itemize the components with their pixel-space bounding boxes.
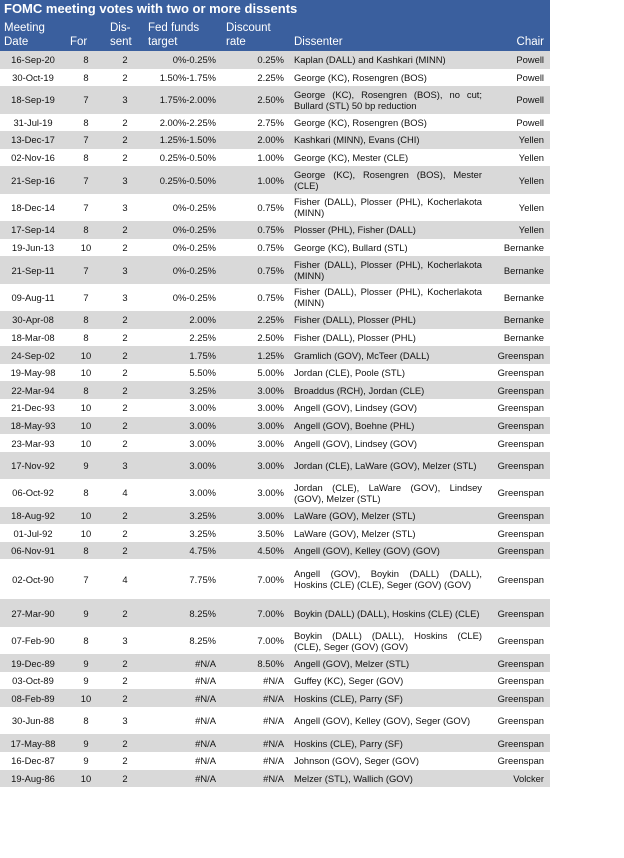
table-row xyxy=(0,114,550,132)
chair-cell: Powell xyxy=(486,86,550,113)
fed-funds-target-cell: 3.00% xyxy=(144,479,222,506)
dissent-count-cell: 3 xyxy=(106,707,144,734)
dissenter-cell: Angell (GOV), Kelley (GOV) (GOV) xyxy=(290,542,486,560)
dissent-count-cell: 2 xyxy=(106,329,144,347)
chair-cell: Greenspan xyxy=(486,381,550,399)
for-count-cell: 10 xyxy=(66,417,106,435)
table-row xyxy=(0,166,550,193)
meeting-date-cell: 06-Oct-92 xyxy=(0,479,66,506)
fed-funds-target-cell: 5.50% xyxy=(144,364,222,382)
for-count-cell: 7 xyxy=(66,256,106,283)
meeting-date-cell: 16-Dec-87 xyxy=(0,752,66,770)
discount-rate-cell: 2.00% xyxy=(222,131,290,149)
chair-cell: Greenspan xyxy=(486,707,550,734)
meeting-date-cell: 21-Dec-93 xyxy=(0,399,66,417)
meeting-date-cell: 19-Aug-86 xyxy=(0,770,66,788)
dissenter-cell: LaWare (GOV), Melzer (STL) xyxy=(290,524,486,542)
discount-rate-cell: 3.00% xyxy=(222,434,290,452)
chair-cell: Greenspan xyxy=(486,542,550,560)
discount-rate-cell: #N/A xyxy=(222,707,290,734)
chair-cell: Greenspan xyxy=(486,654,550,672)
fed-funds-target-cell: 3.25% xyxy=(144,381,222,399)
for-count-cell: 8 xyxy=(66,114,106,132)
chair-cell: Greenspan xyxy=(486,689,550,707)
fed-funds-target-cell: 2.00% xyxy=(144,311,222,329)
for-count-cell: 10 xyxy=(66,434,106,452)
table-row xyxy=(0,284,550,311)
table-row xyxy=(0,346,550,364)
fed-funds-target-cell: 1.75%-2.00% xyxy=(144,86,222,113)
discount-rate-cell: 3.00% xyxy=(222,399,290,417)
discount-rate-cell: 7.00% xyxy=(222,559,290,599)
for-count-cell: 9 xyxy=(66,672,106,690)
meeting-date-cell: 19-Jun-13 xyxy=(0,239,66,257)
dissent-count-cell: 2 xyxy=(106,417,144,435)
for-count-cell: 10 xyxy=(66,770,106,788)
meeting-date-cell: 07-Feb-90 xyxy=(0,627,66,654)
for-count-cell: 8 xyxy=(66,381,106,399)
table-row xyxy=(0,654,550,672)
header-for: For xyxy=(66,17,106,51)
dissent-count-cell: 2 xyxy=(106,542,144,560)
dissent-count-cell: 3 xyxy=(106,86,144,113)
discount-rate-cell: 0.75% xyxy=(222,239,290,257)
table-row xyxy=(0,752,550,770)
table-row xyxy=(0,131,550,149)
meeting-date-cell: 27-Mar-90 xyxy=(0,599,66,626)
fed-funds-target-cell: 3.25% xyxy=(144,524,222,542)
chair-cell: Powell xyxy=(486,51,550,69)
meeting-date-cell: 19-May-98 xyxy=(0,364,66,382)
fed-funds-target-cell: 8.25% xyxy=(144,627,222,654)
discount-rate-cell: 5.00% xyxy=(222,364,290,382)
discount-rate-cell: 2.75% xyxy=(222,114,290,132)
dissenter-cell: Plosser (PHL), Fisher (DALL) xyxy=(290,221,486,239)
meeting-date-cell: 06-Nov-91 xyxy=(0,542,66,560)
table-row xyxy=(0,329,550,347)
table-row xyxy=(0,417,550,435)
discount-rate-cell: 0.75% xyxy=(222,284,290,311)
meeting-date-cell: 18-Aug-92 xyxy=(0,507,66,525)
dissenter-cell: Angell (GOV), Boehne (PHL) xyxy=(290,417,486,435)
for-count-cell: 10 xyxy=(66,364,106,382)
fed-funds-target-cell: 0.25%-0.50% xyxy=(144,149,222,167)
meeting-date-cell: 21-Sep-11 xyxy=(0,256,66,283)
chair-cell: Greenspan xyxy=(486,479,550,506)
meeting-date-cell: 23-Mar-93 xyxy=(0,434,66,452)
for-count-cell: 8 xyxy=(66,479,106,506)
dissenter-cell: Kashkari (MINN), Evans (CHI) xyxy=(290,131,486,149)
discount-rate-cell: 1.25% xyxy=(222,346,290,364)
dissenter-cell: George (KC), Mester (CLE) xyxy=(290,149,486,167)
dissent-count-cell: 2 xyxy=(106,399,144,417)
dissenter-cell: Jordan (CLE), Poole (STL) xyxy=(290,364,486,382)
meeting-date-cell: 13-Dec-17 xyxy=(0,131,66,149)
table-row xyxy=(0,86,550,113)
fed-funds-target-cell: 0%-0.25% xyxy=(144,194,222,221)
dissent-count-cell: 2 xyxy=(106,524,144,542)
fed-funds-target-cell: 0%-0.25% xyxy=(144,51,222,69)
discount-rate-cell: #N/A xyxy=(222,734,290,752)
dissenter-cell: Fisher (DALL), Plosser (PHL), Kocherlakota (MINN) xyxy=(290,284,486,311)
fed-funds-target-cell: 0%-0.25% xyxy=(144,256,222,283)
for-count-cell: 8 xyxy=(66,149,106,167)
header-meeting-date: Meeting Date xyxy=(0,17,66,51)
table-row xyxy=(0,770,550,788)
dissent-count-cell: 2 xyxy=(106,131,144,149)
dissenter-cell: Johnson (GOV), Seger (GOV) xyxy=(290,752,486,770)
fed-funds-target-cell: 7.75% xyxy=(144,559,222,599)
discount-rate-cell: 2.50% xyxy=(222,86,290,113)
dissent-count-cell: 2 xyxy=(106,69,144,87)
meeting-date-cell: 17-May-88 xyxy=(0,734,66,752)
dissenter-cell: George (KC), Rosengren (BOS) xyxy=(290,69,486,87)
chair-cell: Yellen xyxy=(486,221,550,239)
chair-cell: Greenspan xyxy=(486,559,550,599)
fed-funds-target-cell: 2.25% xyxy=(144,329,222,347)
table-row xyxy=(0,149,550,167)
discount-rate-cell: 1.00% xyxy=(222,149,290,167)
chair-cell: Yellen xyxy=(486,131,550,149)
meeting-date-cell: 16-Sep-20 xyxy=(0,51,66,69)
table-row xyxy=(0,239,550,257)
header-dissenter: Dissenter xyxy=(290,17,486,51)
chair-cell: Bernanke xyxy=(486,239,550,257)
dissenter-cell: Hoskins (CLE), Parry (SF) xyxy=(290,734,486,752)
chair-cell: Powell xyxy=(486,69,550,87)
table-row xyxy=(0,734,550,752)
dissent-count-cell: 2 xyxy=(106,346,144,364)
header-fed-funds-target: Fed funds target xyxy=(144,17,222,51)
dissenter-cell: Broaddus (RCH), Jordan (CLE) xyxy=(290,381,486,399)
fed-funds-target-cell: 0.25%-0.50% xyxy=(144,166,222,193)
dissent-count-cell: 3 xyxy=(106,194,144,221)
meeting-date-cell: 17-Nov-92 xyxy=(0,452,66,479)
chair-cell: Greenspan xyxy=(486,752,550,770)
discount-rate-cell: 8.50% xyxy=(222,654,290,672)
fed-funds-target-cell: 3.25% xyxy=(144,507,222,525)
table-row xyxy=(0,381,550,399)
discount-rate-cell: 4.50% xyxy=(222,542,290,560)
table-row xyxy=(0,542,550,560)
fed-funds-target-cell: #N/A xyxy=(144,689,222,707)
fed-funds-target-cell: 3.00% xyxy=(144,417,222,435)
discount-rate-cell: #N/A xyxy=(222,752,290,770)
discount-rate-cell: 2.25% xyxy=(222,311,290,329)
chair-cell: Powell xyxy=(486,114,550,132)
for-count-cell: 8 xyxy=(66,221,106,239)
fed-funds-target-cell: 2.00%-2.25% xyxy=(144,114,222,132)
chair-cell: Yellen xyxy=(486,166,550,193)
dissenter-cell: Angell (GOV), Boykin (DALL) (DALL), Hoskins (CLE) (CLE), Seger (GOV) (GOV) xyxy=(290,559,486,599)
dissent-count-cell: 3 xyxy=(106,166,144,193)
dissenter-cell: Angell (GOV), Lindsey (GOV) xyxy=(290,399,486,417)
discount-rate-cell: #N/A xyxy=(222,672,290,690)
dissent-table xyxy=(0,17,550,787)
for-count-cell: 8 xyxy=(66,311,106,329)
for-count-cell: 10 xyxy=(66,346,106,364)
meeting-date-cell: 03-Oct-89 xyxy=(0,672,66,690)
discount-rate-cell: 3.00% xyxy=(222,479,290,506)
dissenter-cell: Boykin (DALL) (DALL), Hoskins (CLE) (CLE), Seger (GOV) (GOV) xyxy=(290,627,486,654)
for-count-cell: 8 xyxy=(66,542,106,560)
for-count-cell: 7 xyxy=(66,194,106,221)
meeting-date-cell: 19-Dec-89 xyxy=(0,654,66,672)
dissent-count-cell: 2 xyxy=(106,114,144,132)
dissent-count-cell: 2 xyxy=(106,364,144,382)
table-row xyxy=(0,599,550,626)
table-row xyxy=(0,194,550,221)
dissenter-cell: Kaplan (DALL) and Kashkari (MINN) xyxy=(290,51,486,69)
for-count-cell: 10 xyxy=(66,239,106,257)
dissent-count-cell: 2 xyxy=(106,599,144,626)
for-count-cell: 7 xyxy=(66,559,106,599)
for-count-cell: 9 xyxy=(66,654,106,672)
chair-cell: Greenspan xyxy=(486,346,550,364)
table-row xyxy=(0,452,550,479)
fed-funds-target-cell: 0%-0.25% xyxy=(144,221,222,239)
dissent-count-cell: 2 xyxy=(106,434,144,452)
dissent-count-cell: 2 xyxy=(106,752,144,770)
dissenter-cell: Hoskins (CLE), Parry (SF) xyxy=(290,689,486,707)
chair-cell: Bernanke xyxy=(486,329,550,347)
dissenter-cell: George (KC), Rosengren (BOS), no cut; Bullard (STL) 50 bp reduction xyxy=(290,86,486,113)
table-body xyxy=(0,51,550,787)
chair-cell: Greenspan xyxy=(486,452,550,479)
dissenter-cell: Boykin (DALL) (DALL), Hoskins (CLE) (CLE) xyxy=(290,599,486,626)
dissenter-cell: Fisher (DALL), Plosser (PHL), Kocherlakota (MINN) xyxy=(290,256,486,283)
chair-cell: Yellen xyxy=(486,194,550,221)
table-row xyxy=(0,311,550,329)
fed-funds-target-cell: #N/A xyxy=(144,752,222,770)
dissent-count-cell: 3 xyxy=(106,627,144,654)
chair-cell: Greenspan xyxy=(486,734,550,752)
for-count-cell: 9 xyxy=(66,734,106,752)
discount-rate-cell: 7.00% xyxy=(222,627,290,654)
for-count-cell: 8 xyxy=(66,69,106,87)
dissent-count-cell: 2 xyxy=(106,381,144,399)
discount-rate-cell: 3.50% xyxy=(222,524,290,542)
dissent-count-cell: 2 xyxy=(106,221,144,239)
header-dissent: Dis- sent xyxy=(106,17,144,51)
dissent-count-cell: 2 xyxy=(106,689,144,707)
table-row xyxy=(0,364,550,382)
table-header xyxy=(0,17,550,51)
dissent-count-cell: 3 xyxy=(106,452,144,479)
dissenter-cell: Angell (GOV), Melzer (STL) xyxy=(290,654,486,672)
fed-funds-target-cell: 1.75% xyxy=(144,346,222,364)
for-count-cell: 9 xyxy=(66,452,106,479)
meeting-date-cell: 02-Nov-16 xyxy=(0,149,66,167)
meeting-date-cell: 09-Aug-11 xyxy=(0,284,66,311)
meeting-date-cell: 22-Mar-94 xyxy=(0,381,66,399)
dissenter-cell: Melzer (STL), Wallich (GOV) xyxy=(290,770,486,788)
dissenter-cell: George (KC), Rosengren (BOS), Mester (CLE) xyxy=(290,166,486,193)
meeting-date-cell: 18-May-93 xyxy=(0,417,66,435)
dissent-count-cell: 2 xyxy=(106,507,144,525)
discount-rate-cell: 3.00% xyxy=(222,381,290,399)
discount-rate-cell: #N/A xyxy=(222,770,290,788)
discount-rate-cell: 3.00% xyxy=(222,417,290,435)
header-chair: Chair xyxy=(486,17,550,51)
for-count-cell: 10 xyxy=(66,689,106,707)
meeting-date-cell: 08-Feb-89 xyxy=(0,689,66,707)
table-row xyxy=(0,221,550,239)
dissent-count-cell: 4 xyxy=(106,479,144,506)
dissenter-cell: Jordan (CLE), LaWare (GOV), Melzer (STL) xyxy=(290,452,486,479)
dissenter-cell: Fisher (DALL), Plosser (PHL), Kocherlakota (MINN) xyxy=(290,194,486,221)
table-row xyxy=(0,69,550,87)
chair-cell: Greenspan xyxy=(486,434,550,452)
meeting-date-cell: 18-Dec-14 xyxy=(0,194,66,221)
chair-cell: Yellen xyxy=(486,149,550,167)
meeting-date-cell: 01-Jul-92 xyxy=(0,524,66,542)
dissent-count-cell: 3 xyxy=(106,256,144,283)
table-row xyxy=(0,559,550,599)
for-count-cell: 10 xyxy=(66,507,106,525)
meeting-date-cell: 21-Sep-16 xyxy=(0,166,66,193)
meeting-date-cell: 18-Mar-08 xyxy=(0,329,66,347)
fed-funds-target-cell: 1.25%-1.50% xyxy=(144,131,222,149)
fed-funds-target-cell: 1.50%-1.75% xyxy=(144,69,222,87)
dissenter-cell: Fisher (DALL), Plosser (PHL) xyxy=(290,329,486,347)
meeting-date-cell: 18-Sep-19 xyxy=(0,86,66,113)
discount-rate-cell: 0.75% xyxy=(222,194,290,221)
dissent-count-cell: 3 xyxy=(106,284,144,311)
chair-cell: Greenspan xyxy=(486,627,550,654)
meeting-date-cell: 02-Oct-90 xyxy=(0,559,66,599)
table-row xyxy=(0,399,550,417)
discount-rate-cell: 0.25% xyxy=(222,51,290,69)
for-count-cell: 10 xyxy=(66,399,106,417)
fed-funds-target-cell: 3.00% xyxy=(144,399,222,417)
dissenter-cell: LaWare (GOV), Melzer (STL) xyxy=(290,507,486,525)
dissent-count-cell: 2 xyxy=(106,149,144,167)
table-row xyxy=(0,689,550,707)
chair-cell: Greenspan xyxy=(486,507,550,525)
table-row xyxy=(0,256,550,283)
for-count-cell: 8 xyxy=(66,627,106,654)
chair-cell: Volcker xyxy=(486,770,550,788)
table-row xyxy=(0,707,550,734)
discount-rate-cell: #N/A xyxy=(222,689,290,707)
dissent-count-cell: 4 xyxy=(106,559,144,599)
dissenter-cell: Jordan (CLE), LaWare (GOV), Lindsey (GOV), Melzer (STL) xyxy=(290,479,486,506)
for-count-cell: 7 xyxy=(66,86,106,113)
dissenter-cell: George (KC), Rosengren (BOS) xyxy=(290,114,486,132)
dissent-count-cell: 2 xyxy=(106,51,144,69)
meeting-date-cell: 17-Sep-14 xyxy=(0,221,66,239)
dissenter-cell: George (KC), Bullard (STL) xyxy=(290,239,486,257)
chair-cell: Bernanke xyxy=(486,256,550,283)
dissenter-cell: Angell (GOV), Kelley (GOV), Seger (GOV) xyxy=(290,707,486,734)
dissenter-cell: Guffey (KC), Seger (GOV) xyxy=(290,672,486,690)
fed-funds-target-cell: 8.25% xyxy=(144,599,222,626)
meeting-date-cell: 30-Oct-19 xyxy=(0,69,66,87)
table-row xyxy=(0,51,550,69)
chair-cell: Greenspan xyxy=(486,399,550,417)
fed-funds-target-cell: 4.75% xyxy=(144,542,222,560)
for-count-cell: 9 xyxy=(66,599,106,626)
chair-cell: Greenspan xyxy=(486,672,550,690)
discount-rate-cell: 3.00% xyxy=(222,452,290,479)
meeting-date-cell: 31-Jul-19 xyxy=(0,114,66,132)
discount-rate-cell: 0.75% xyxy=(222,221,290,239)
table-row xyxy=(0,507,550,525)
for-count-cell: 7 xyxy=(66,166,106,193)
fed-funds-target-cell: #N/A xyxy=(144,707,222,734)
meeting-date-cell: 30-Apr-08 xyxy=(0,311,66,329)
discount-rate-cell: 7.00% xyxy=(222,599,290,626)
meeting-date-cell: 30-Jun-88 xyxy=(0,707,66,734)
table-row xyxy=(0,627,550,654)
for-count-cell: 8 xyxy=(66,707,106,734)
for-count-cell: 8 xyxy=(66,329,106,347)
chair-cell: Greenspan xyxy=(486,524,550,542)
table-row xyxy=(0,479,550,506)
dissent-count-cell: 2 xyxy=(106,770,144,788)
for-count-cell: 7 xyxy=(66,284,106,311)
chair-cell: Bernanke xyxy=(486,311,550,329)
discount-rate-cell: 0.75% xyxy=(222,256,290,283)
fed-funds-target-cell: 0%-0.25% xyxy=(144,284,222,311)
fed-funds-target-cell: 0%-0.25% xyxy=(144,239,222,257)
for-count-cell: 7 xyxy=(66,131,106,149)
chair-cell: Greenspan xyxy=(486,599,550,626)
dissenter-cell: Gramlich (GOV), McTeer (DALL) xyxy=(290,346,486,364)
fed-funds-target-cell: 3.00% xyxy=(144,434,222,452)
dissenter-cell: Fisher (DALL), Plosser (PHL) xyxy=(290,311,486,329)
fed-funds-target-cell: #N/A xyxy=(144,654,222,672)
table-title: FOMC meeting votes with two or more dissents xyxy=(0,0,550,17)
fed-funds-target-cell: #N/A xyxy=(144,770,222,788)
fed-funds-target-cell: #N/A xyxy=(144,734,222,752)
chair-cell: Greenspan xyxy=(486,364,550,382)
table-row xyxy=(0,434,550,452)
dissent-count-cell: 2 xyxy=(106,672,144,690)
dissent-count-cell: 2 xyxy=(106,734,144,752)
for-count-cell: 10 xyxy=(66,524,106,542)
header-discount-rate: Discount rate xyxy=(222,17,290,51)
discount-rate-cell: 3.00% xyxy=(222,507,290,525)
dissent-count-cell: 2 xyxy=(106,654,144,672)
table-row xyxy=(0,672,550,690)
dissenter-cell: Angell (GOV), Lindsey (GOV) xyxy=(290,434,486,452)
dissent-count-cell: 2 xyxy=(106,239,144,257)
discount-rate-cell: 2.50% xyxy=(222,329,290,347)
fed-funds-target-cell: 3.00% xyxy=(144,452,222,479)
meeting-date-cell: 24-Sep-02 xyxy=(0,346,66,364)
discount-rate-cell: 2.25% xyxy=(222,69,290,87)
dissent-count-cell: 2 xyxy=(106,311,144,329)
table-row xyxy=(0,524,550,542)
chair-cell: Bernanke xyxy=(486,284,550,311)
for-count-cell: 9 xyxy=(66,752,106,770)
for-count-cell: 8 xyxy=(66,51,106,69)
fed-funds-target-cell: #N/A xyxy=(144,672,222,690)
chair-cell: Greenspan xyxy=(486,417,550,435)
discount-rate-cell: 1.00% xyxy=(222,166,290,193)
